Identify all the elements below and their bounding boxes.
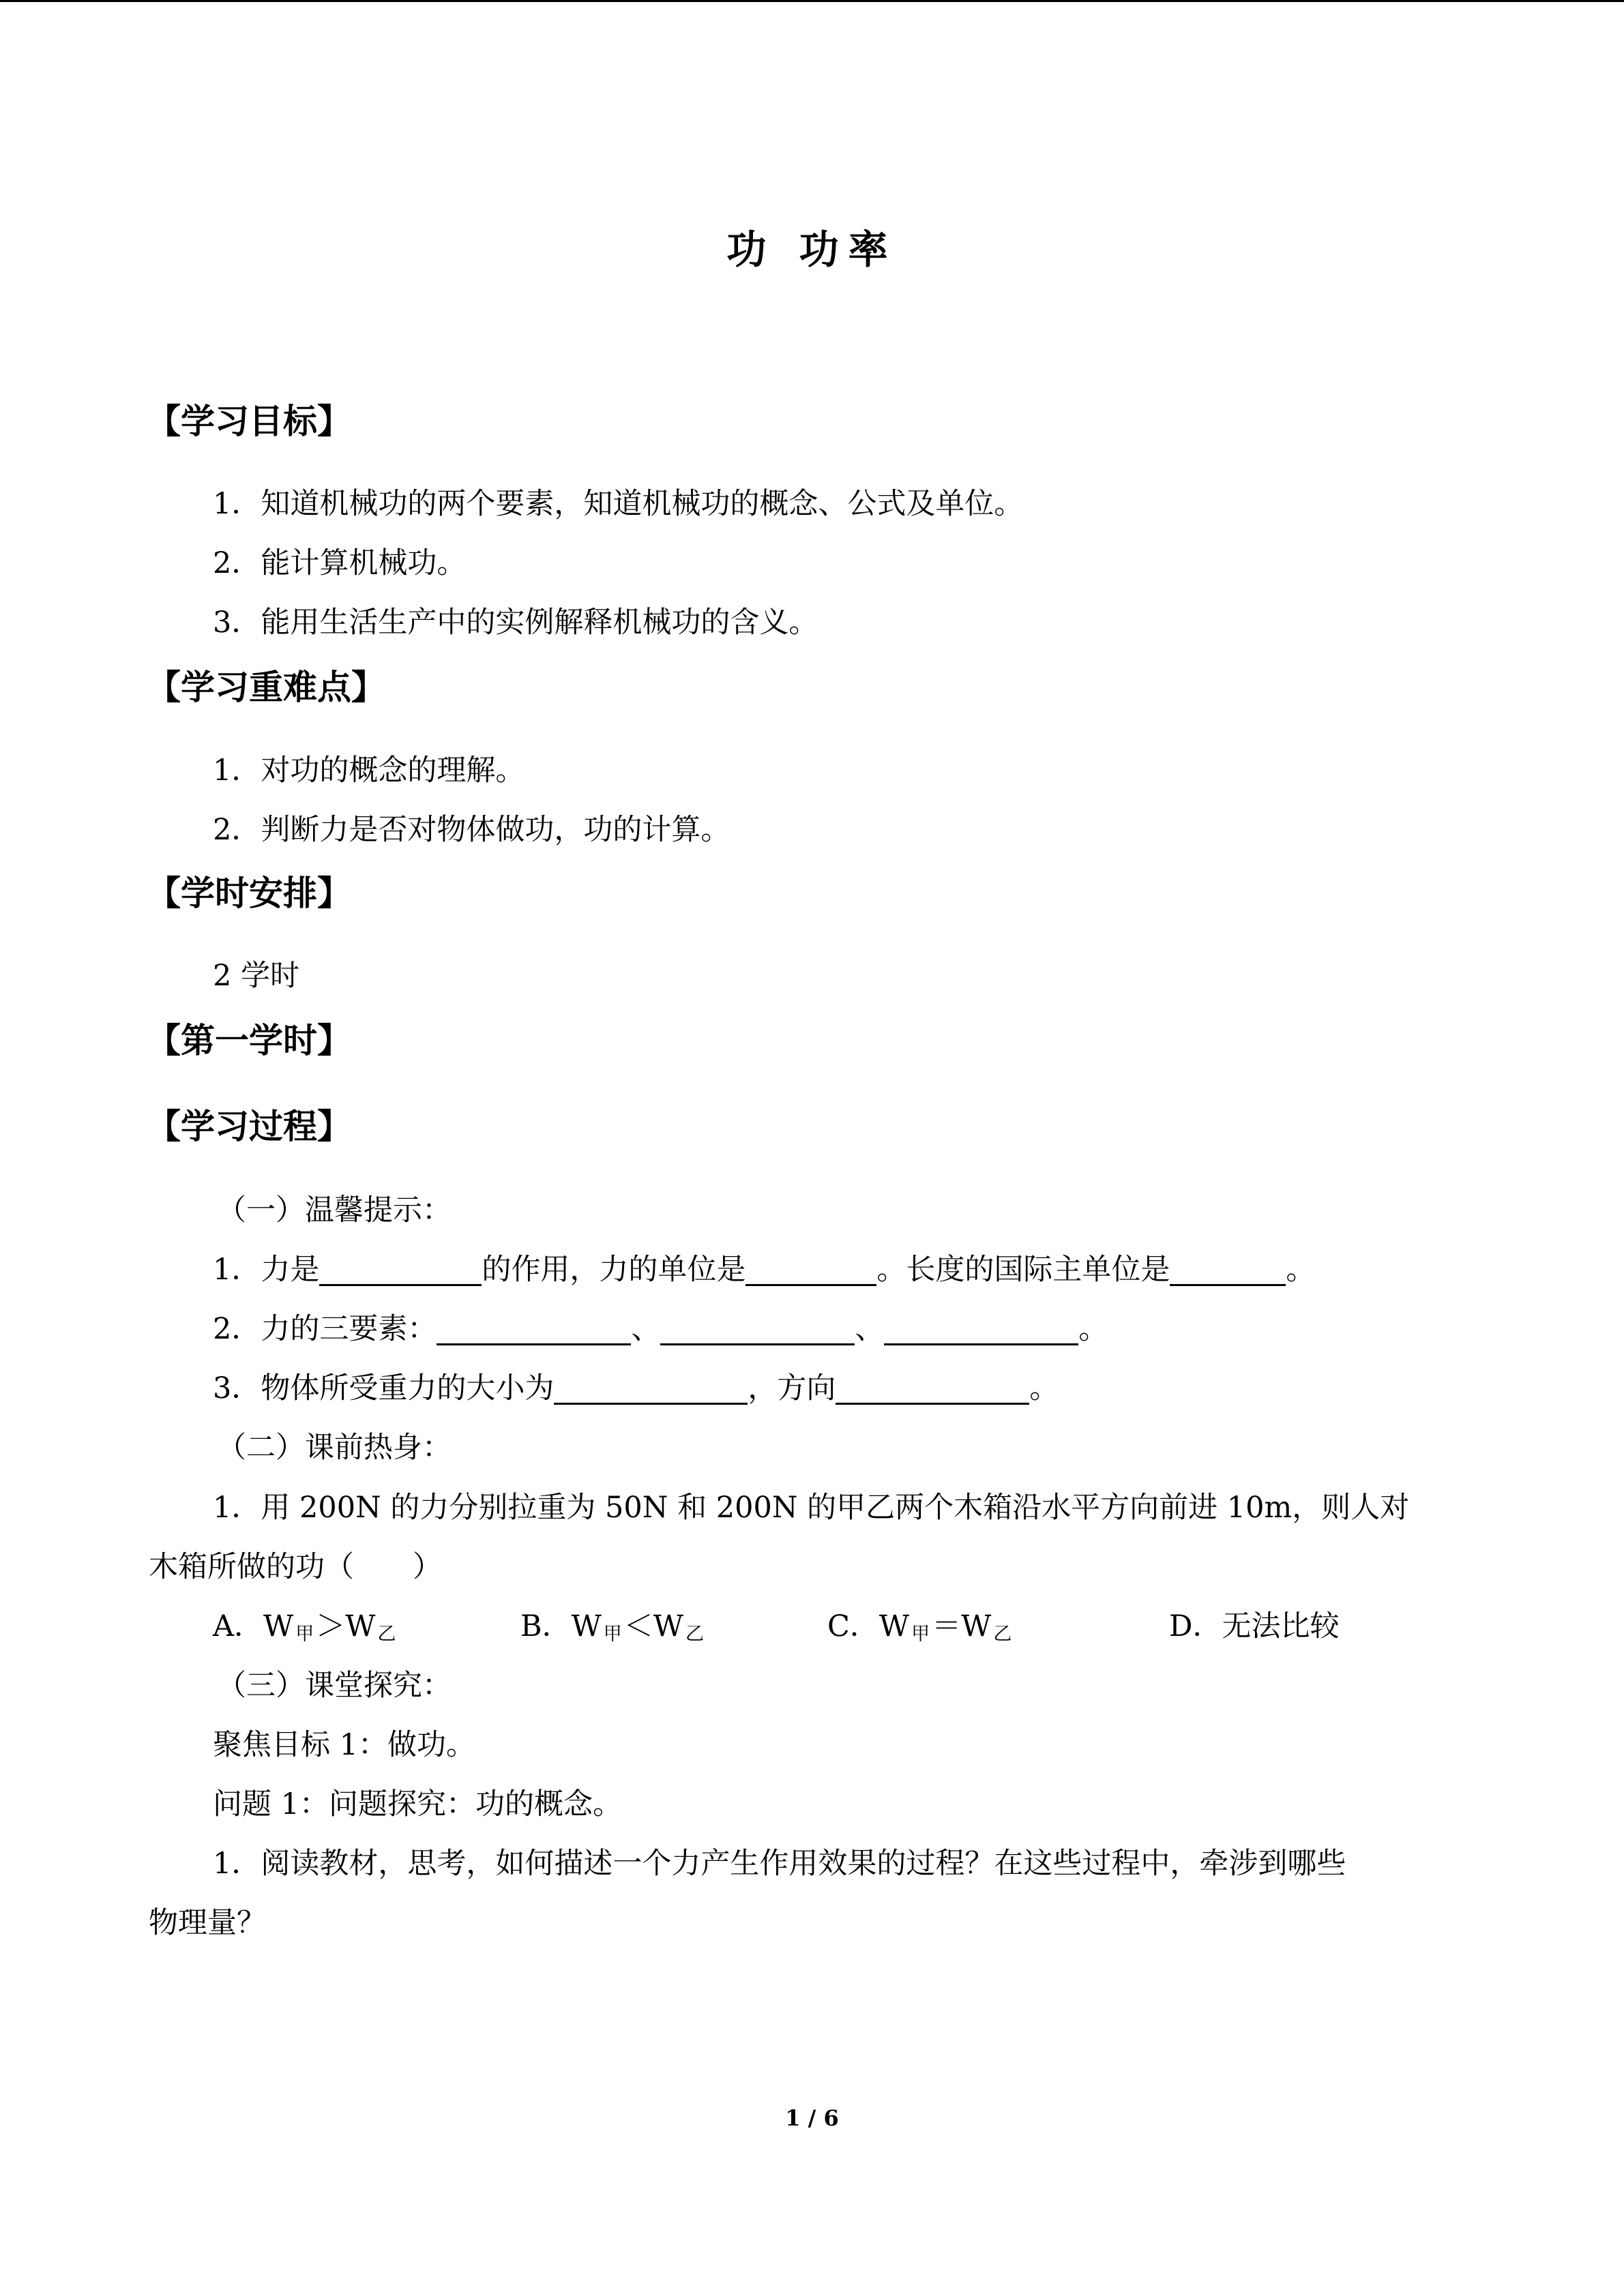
goal-item-3: 3．能用生活生产中的实例解释机械功的含义。 bbox=[213, 606, 818, 640]
page-number: 1 / 6 bbox=[785, 2105, 839, 2131]
answer-blank[interactable] bbox=[554, 1373, 748, 1405]
option-b[interactable]: B．W $_甲$＜W $_乙$ bbox=[520, 1609, 704, 1645]
explore-item-1-line-2: 物理量？ bbox=[149, 1906, 266, 1940]
section-heading-schedule: 【学时安排】 bbox=[147, 874, 351, 913]
warmup-question-line-1: 1．用 200N 的力分别拉重为 50N 和 200N 的甲乙两个木箱沿水平方向前进 10m，则人对 bbox=[213, 1491, 1410, 1525]
warmup-label: （二）课前热身： bbox=[217, 1431, 452, 1465]
section-heading-process: 【学习过程】 bbox=[147, 1107, 351, 1146]
question-1-heading: 问题 1：问题探究：功的概念。 bbox=[213, 1787, 623, 1821]
tips-question-1: 1．力是 的作用，力的单位是 。长度的国际主单位是 。 bbox=[213, 1253, 1316, 1287]
schedule-text: 2 学时 bbox=[213, 959, 300, 993]
tips-label: （一）温馨提示： bbox=[217, 1193, 452, 1227]
section-heading-goals: 【学习目标】 bbox=[147, 402, 351, 441]
answer-blank[interactable] bbox=[745, 1254, 876, 1286]
explore-label: （三）课堂探究： bbox=[217, 1669, 452, 1703]
answer-blank[interactable] bbox=[836, 1373, 1029, 1405]
section-heading-first-lesson: 【第一学时】 bbox=[147, 1021, 351, 1060]
answer-blank[interactable] bbox=[660, 1313, 855, 1345]
goal-item-2: 2．能计算机械功。 bbox=[213, 546, 467, 580]
document-title: 功 功率 bbox=[726, 226, 898, 273]
focus-goal-1: 聚焦目标 1：做功。 bbox=[213, 1728, 476, 1762]
option-d[interactable]: D．无法比较 bbox=[1169, 1609, 1340, 1643]
section-heading-difficulty: 【学习重难点】 bbox=[147, 668, 385, 707]
answer-blank[interactable] bbox=[319, 1254, 482, 1286]
difficulty-item-2: 2．判断力是否对物体做功，功的计算。 bbox=[213, 813, 730, 847]
goal-item-1: 1．知道机械功的两个要素，知道机械功的概念、公式及单位。 bbox=[213, 487, 1024, 521]
difficulty-item-1: 1．对功的概念的理解。 bbox=[213, 754, 525, 788]
answer-blank[interactable] bbox=[437, 1313, 631, 1345]
explore-item-1-line-1: 1．阅读教材，思考，如何描述一个力产生作用效果的过程？在这些过程中，牵涉到哪些 bbox=[213, 1847, 1346, 1881]
tips-question-2: 2．力的三要素： 、 、 。 bbox=[213, 1312, 1108, 1346]
tips-question-3: 3．物体所受重力的大小为 ，方向 。 bbox=[213, 1371, 1059, 1405]
option-c[interactable]: C．W $_甲$＝W $_乙$ bbox=[827, 1609, 1012, 1645]
answer-blank[interactable] bbox=[1170, 1254, 1286, 1286]
warmup-question-line-2: 木箱所做的功（ ） bbox=[149, 1550, 442, 1584]
answer-blank[interactable] bbox=[884, 1313, 1078, 1345]
option-a[interactable]: A．W $_甲$＞W $_乙$ bbox=[213, 1609, 396, 1645]
